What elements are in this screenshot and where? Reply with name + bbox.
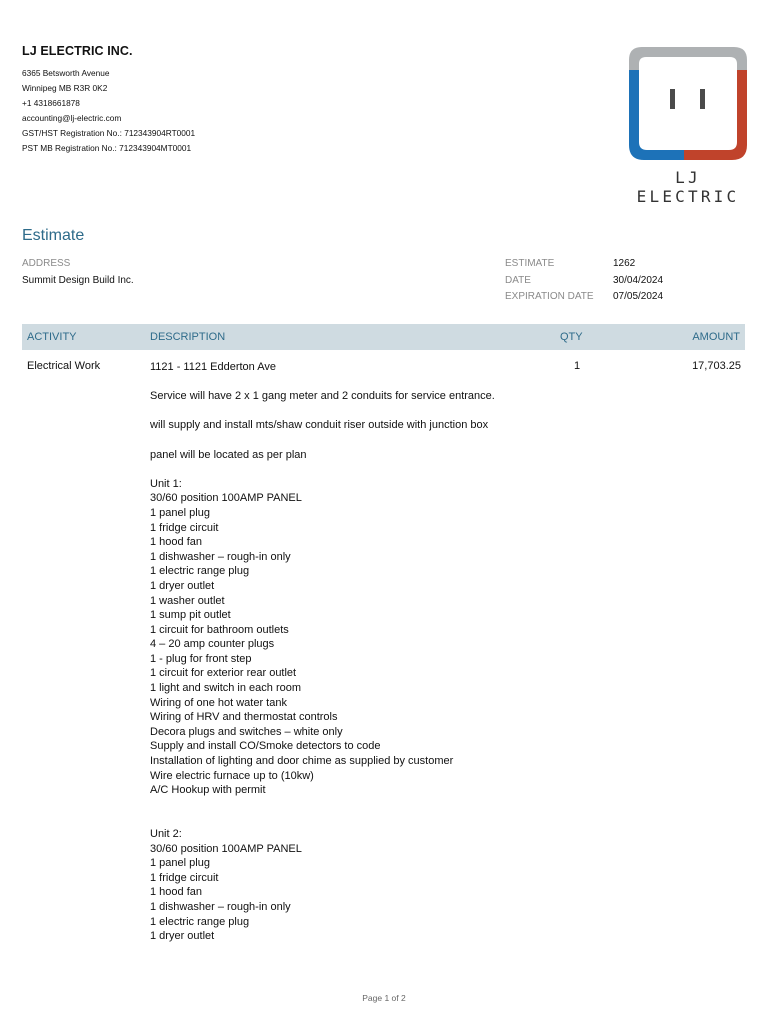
description-line: 1 washer outlet bbox=[150, 594, 225, 607]
description-spacer bbox=[150, 404, 550, 419]
description-line: 1 electric range plug bbox=[150, 565, 250, 578]
header-description: DESCRIPTION bbox=[150, 331, 226, 343]
description-line: Unit 2: bbox=[150, 828, 182, 840]
description-line: A/C Hookup with permit bbox=[150, 784, 266, 797]
company-info bbox=[22, 44, 195, 156]
date-value: 30/04/2024 bbox=[613, 274, 664, 286]
description-line: Unit 1: bbox=[150, 477, 182, 490]
description-line: 1 circuit for bathroom outlets bbox=[150, 623, 289, 636]
company-detail-line: Winnipeg MB R3R 0K2 bbox=[22, 83, 108, 93]
description-line: 4 – 20 amp counter plugs bbox=[150, 638, 275, 651]
description-line: 1121 - 1121 Edderton Ave bbox=[150, 361, 276, 373]
description-line: 1 dryer outlet bbox=[150, 579, 215, 592]
description-line: 1 dishwasher – rough-in only bbox=[150, 900, 291, 913]
company-details bbox=[22, 66, 195, 156]
description-line: 1 circuit for exterior rear outlet bbox=[150, 667, 297, 680]
description-line: 30/60 position 100AMP PANEL bbox=[150, 842, 302, 855]
document-title: Estimate bbox=[22, 227, 85, 244]
description-line: 1 dishwasher – rough-in only bbox=[150, 550, 291, 563]
description-spacer bbox=[150, 798, 550, 813]
lj-outlet-logo-icon bbox=[626, 44, 750, 164]
expiration-date-label: EXPIRATION DATE bbox=[505, 291, 594, 302]
description-line: 1 - plug for front step bbox=[150, 652, 252, 665]
description-line: 1 sump pit outlet bbox=[150, 609, 231, 622]
row-description bbox=[150, 360, 550, 944]
description-line: Decora plugs and switches – white only bbox=[150, 725, 343, 738]
company-name: LJ ELECTRIC INC. bbox=[22, 44, 133, 58]
estimate-number-label: ESTIMATE bbox=[505, 258, 555, 269]
row-activity: Electrical Work bbox=[27, 360, 101, 372]
page-number: Page 1 of 2 bbox=[362, 993, 406, 1003]
address-value: Summit Design Build Inc. bbox=[22, 275, 134, 286]
date-row bbox=[505, 275, 663, 292]
address-label: ADDRESS bbox=[22, 258, 71, 269]
description-line: Service will have 2 x 1 gang meter and 2 conduits for service entrance. bbox=[150, 390, 495, 403]
description-spacer bbox=[150, 433, 550, 448]
description-line: will supply and install mts/shaw conduit riser outside with junction box bbox=[150, 419, 489, 432]
description-line: 1 hood fan bbox=[150, 536, 202, 549]
description-line: 1 fridge circuit bbox=[150, 871, 219, 884]
description-line: 1 electric range plug bbox=[150, 915, 250, 928]
description-line: 1 fridge circuit bbox=[150, 521, 219, 534]
description-line: panel will be located as per plan bbox=[150, 448, 307, 461]
description-spacer bbox=[150, 375, 550, 390]
expiration-date-value: 07/05/2024 bbox=[613, 291, 664, 302]
description-line: 1 hood fan bbox=[150, 886, 202, 899]
estimate-meta bbox=[505, 258, 663, 308]
description-spacer bbox=[150, 812, 550, 827]
description-line: 30/60 position 100AMP PANEL bbox=[150, 492, 302, 505]
description-line: Installation of lighting and door chime as supplied by customer bbox=[150, 755, 454, 768]
description-line: Wiring of one hot water tank bbox=[150, 696, 287, 709]
date-label: DATE bbox=[505, 274, 531, 286]
description-line: Supply and install CO/Smoke detectors to code bbox=[150, 740, 381, 753]
table-header bbox=[22, 324, 745, 350]
company-logo bbox=[626, 44, 750, 206]
expiration-date-row bbox=[505, 291, 663, 308]
logo-text: LJ ELECTRIC bbox=[636, 168, 740, 206]
description-line: 1 dryer outlet bbox=[150, 930, 215, 943]
description-spacer bbox=[150, 462, 550, 477]
description-line: 1 panel plug bbox=[150, 857, 210, 870]
estimate-number-value: 1262 bbox=[613, 258, 636, 269]
estimate-number-row bbox=[505, 258, 663, 275]
row-amount: 17,703.25 bbox=[692, 360, 741, 372]
company-detail-line: PST MB Registration No.: 712343904MT0001 bbox=[22, 143, 192, 153]
company-detail-line: accounting@lj-electric.com bbox=[22, 113, 122, 123]
row-qty: 1 bbox=[574, 360, 581, 372]
description-line: Wire electric furnace up to (10kw) bbox=[150, 769, 314, 782]
company-detail-line: 6365 Betsworth Avenue bbox=[22, 68, 110, 78]
description-line: 1 light and switch in each room bbox=[150, 682, 302, 695]
description-line: Wiring of HRV and thermostat controls bbox=[150, 711, 338, 724]
description-line: 1 panel plug bbox=[150, 506, 210, 519]
company-detail-line: +1 4318661878 bbox=[22, 98, 80, 108]
company-detail-line: GST/HST Registration No.: 712343904RT0001 bbox=[22, 128, 196, 138]
header-activity: ACTIVITY bbox=[27, 331, 77, 343]
header-qty: QTY bbox=[560, 331, 583, 343]
header-amount: AMOUNT bbox=[692, 331, 740, 343]
